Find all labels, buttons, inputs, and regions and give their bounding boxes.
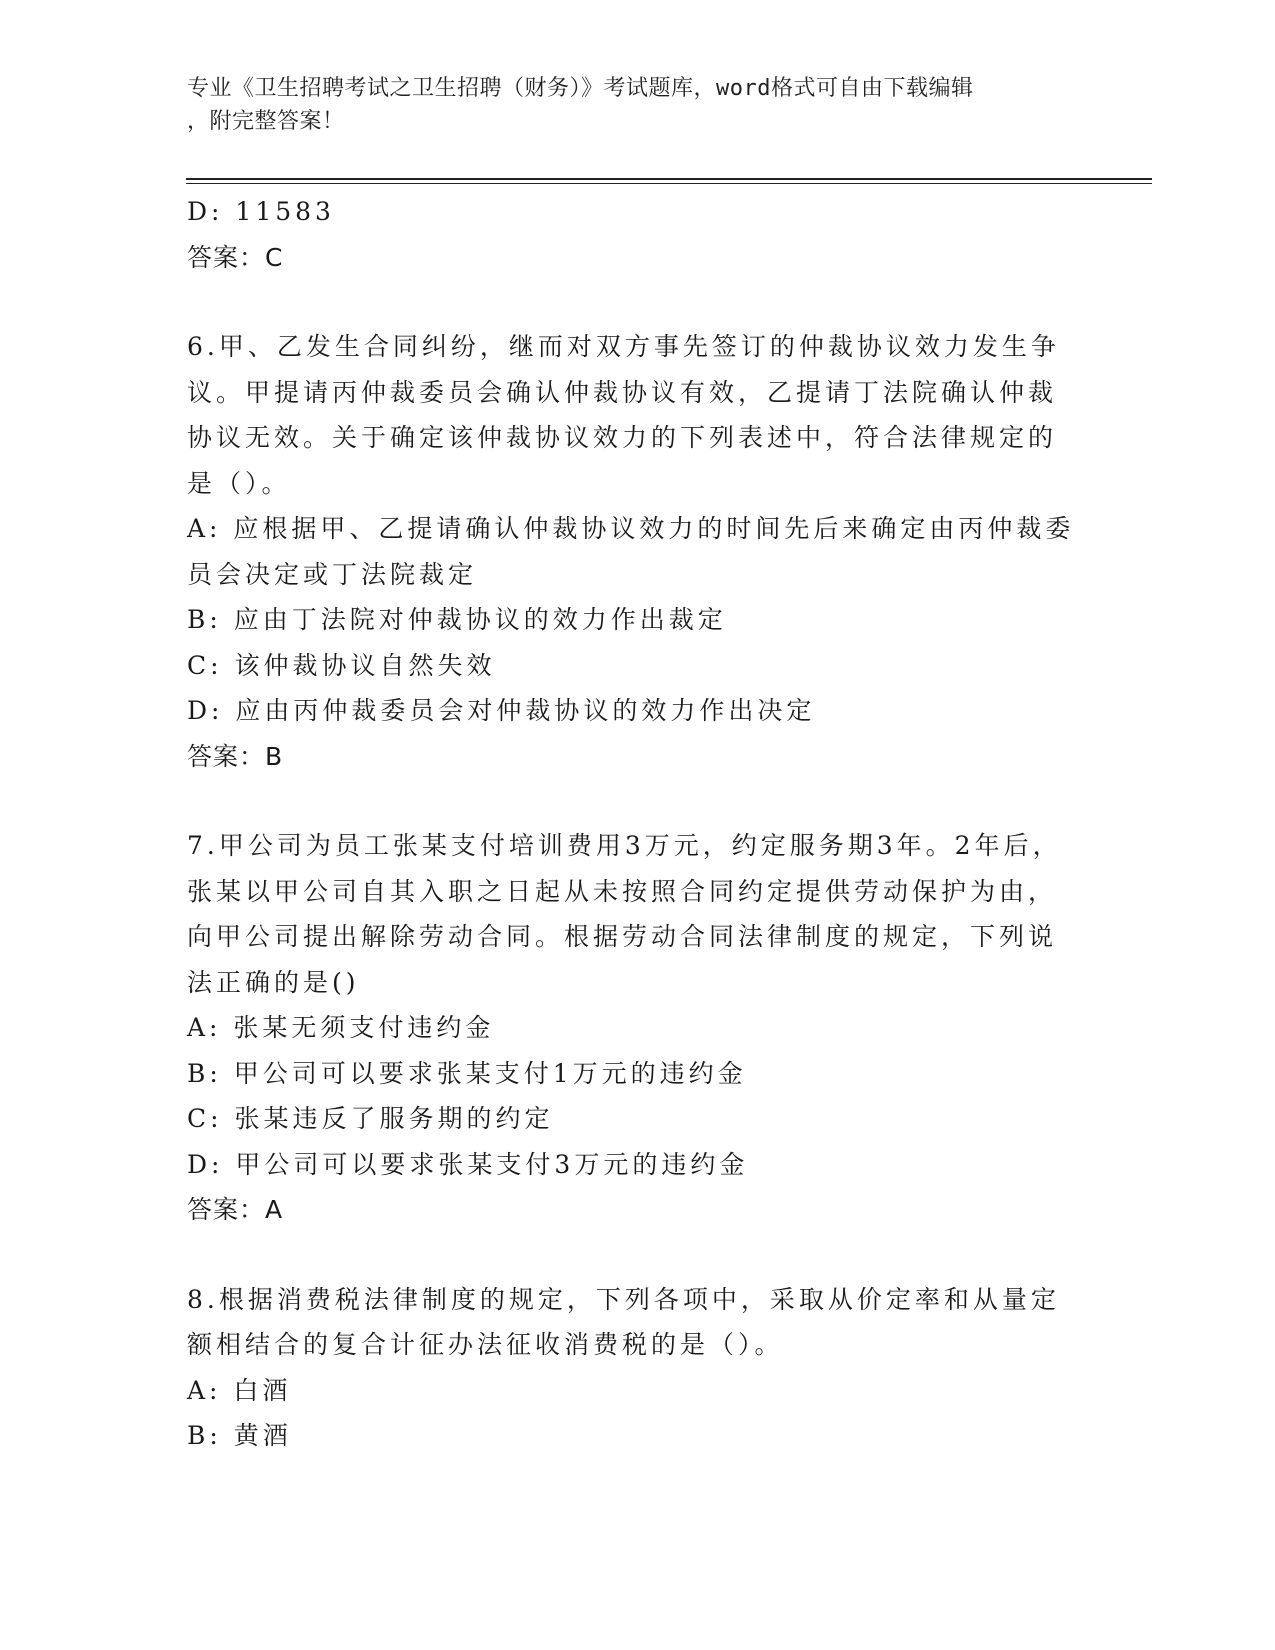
question-text-line: 是（）。 [187,468,291,498]
answer-key: 答案：B [187,741,284,771]
block-spacer [187,280,1087,324]
block-spacer [187,1233,1087,1277]
answer-key: 答案：A [187,1195,284,1224]
question-text-line: 议。甲提请丙仲裁委员会确认仲裁协议有效，乙提请丁法院确认仲裁 [187,377,1058,407]
answer-option: B: 应由丁法院对仲裁协议的效力作出裁定 [187,605,727,634]
answer-option: A: 张某无须支付违约金 [187,1013,495,1042]
answer-option: C: 张某违反了服务期的约定 [187,1104,554,1133]
question-text-line: 法正确的是() [187,967,360,997]
answer-option: B: 甲公司可以要求张某支付1万元的违约金 [187,1058,747,1088]
question-text-line: 6.甲、乙发生合同纠纷，继而对双方事先签订的仲裁协议效力发生争 [187,332,1060,361]
answer-option: 员会决定或丁法院裁定 [187,559,478,589]
block-spacer [187,779,1087,823]
question-text-line: 额相结合的复合计征办法征收消费税的是（）。 [187,1330,784,1359]
question-text-line: 7.甲公司为员工张某支付培训费用3万元，约定服务期3年。2年后， [187,831,1062,860]
answer-option: D: 11583 [187,197,335,226]
header-line-2: ，附完整答案！ [187,109,345,134]
answer-option: A: 白酒 [187,1375,292,1405]
question-text-line: 协议无效。关于确定该仲裁协议效力的下列表述中，符合法律规定的 [187,423,1058,452]
question-text-line: 张某以甲公司自其入职之日起从未按照合同约定提供劳动保护为由， [187,876,1058,906]
header-line-1: 专业《卫生招聘考试之卫生招聘（财务）》考试题库，word格式可自由下载编辑 [187,76,974,101]
question-block [187,189,1087,280]
answer-option: C: 该仲裁协议自然失效 [187,650,496,680]
question-block [187,324,1087,779]
answer-option: D: 甲公司可以要求张某支付3万元的违约金 [187,1149,749,1179]
question-text-line: 向甲公司提出解除劳动合同。根据劳动合同法律制度的规定，下列说 [187,922,1058,951]
header-divider-top [186,178,1152,180]
answer-key: 答案：C [187,242,284,272]
question-text-line: 8.根据消费税法律制度的规定，下列各项中，采取从价定率和从量定 [187,1284,1060,1314]
answer-option: B: 黄酒 [187,1421,292,1450]
page-header [187,72,1067,138]
answer-option: A: 应根据甲、乙提请确认仲裁协议效力的时间先后来确定由丙仲裁委 [187,514,1075,543]
question-list [187,189,1087,1459]
header-divider-bottom [186,183,1152,184]
question-block [187,1277,1087,1459]
answer-option: D: 应由丙仲裁委员会对仲裁协议的效力作出决定 [187,696,816,725]
question-block [187,823,1087,1233]
